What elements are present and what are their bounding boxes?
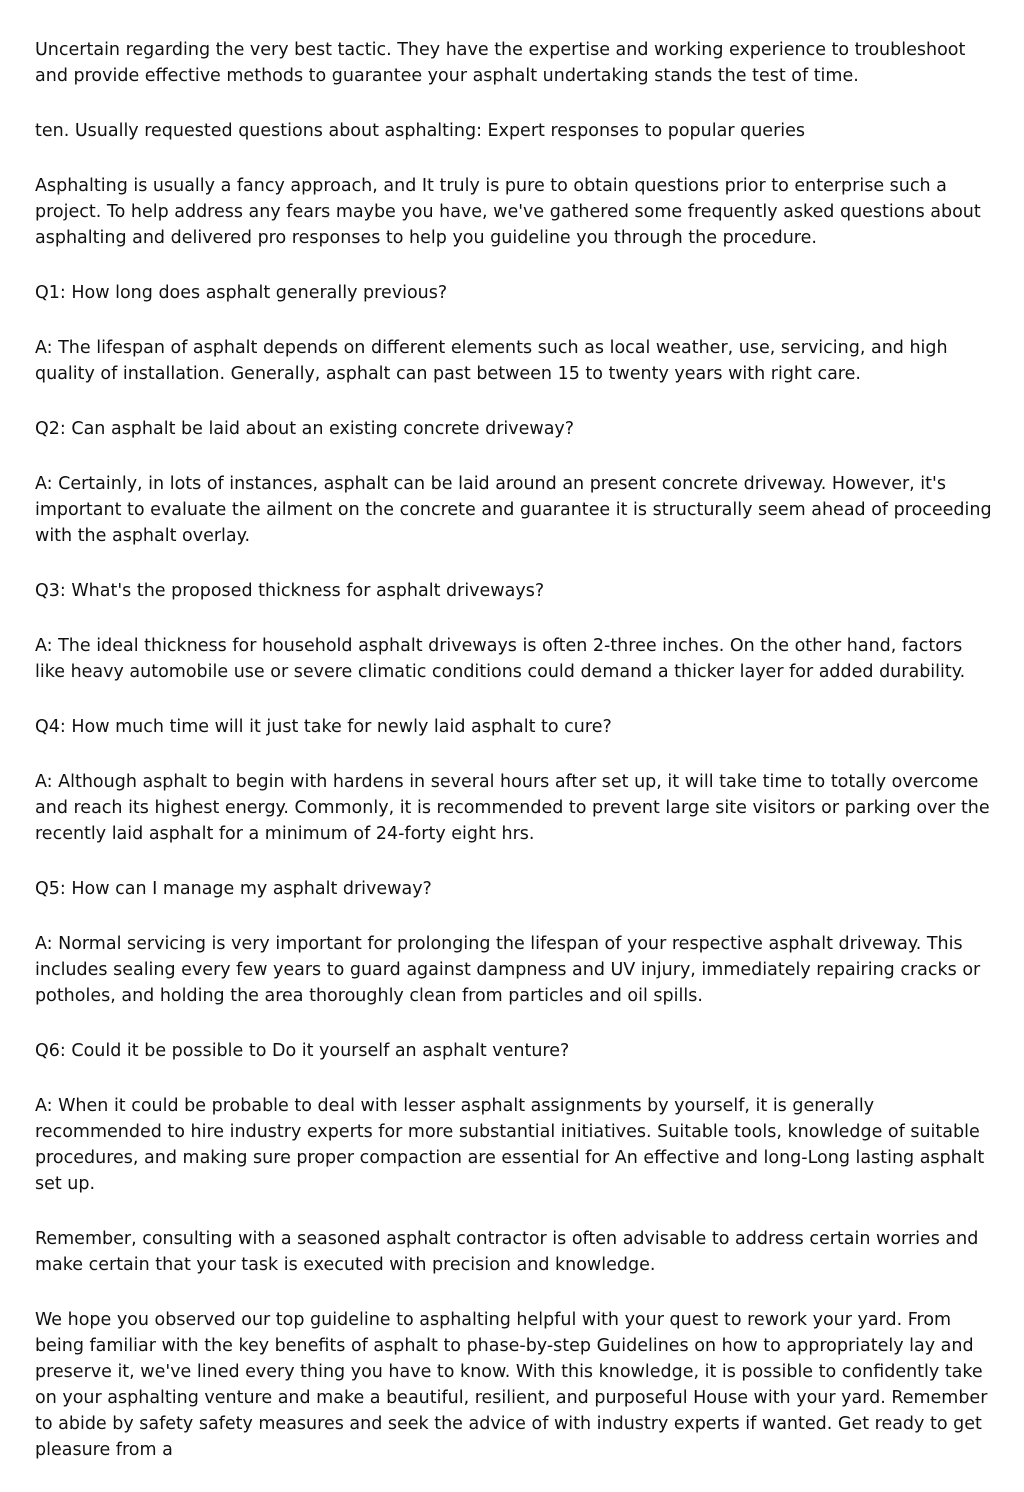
answer-3: A: The ideal thickness for household asphalt driveways is often 2-three inches. On the other hand, factors like heavy automobile use or severe climatic conditions could demand a thicker layer for added durability. [35, 636, 966, 682]
paragraph-conclusion: We hope you observed our top guideline to asphalting helpful with your quest to rework your yard. From being familiar with the key benefits of asphalt to phase-by-step Guidelines on how to appropriately lay and preserve it, we've lined every thing you have to know. With this knowledge, it is possible to confidently take on your asphalting venture and make a beautiful, resilient, and purposeful House with your yard. Remember to abide by safety safety measures and seek the advice of with industry experts if wanted. Get ready to get pleasure from a [35, 1310, 988, 1460]
answer-4: A: Although asphalt to begin with hardens in several hours after set up, it will take time to totally overcome and reach its highest energy. Commonly, it is recommended to prevent large site visitors or parking over the recently laid asphalt for a minimum of 24-forty eight hrs. [35, 772, 990, 844]
question-5: Q5: How can I manage my asphalt driveway? [35, 879, 432, 899]
answer-6: A: When it could be probable to deal with lesser asphalt assignments by yourself, it is generally recommended to hire industry experts for more substantial initiatives. Suitable tools, knowledge of suitable procedures, and making sure proper compaction are essential for An effective and long-Long lasting asphalt set up. [35, 1096, 985, 1194]
answer-5: A: Normal servicing is very important for prolonging the lifespan of your respective asphalt driveway. This includes sealing every few years to guard against dampness and UV injury, immediately repairing cracks or potholes, and holding the area thoroughly clean from particles and oil spills. [35, 934, 981, 1006]
answer-2: A: Certainly, in lots of instances, asphalt can be laid around an present concrete driveway. However, it's important to evaluate the ailment on the concrete and guarantee it is structurally seem ahead of proceeding with the asphalt overlay. [35, 474, 992, 546]
question-6: Q6: Could it be possible to Do it yourself an asphalt venture? [35, 1041, 570, 1061]
answer-1: A: The lifespan of asphalt depends on different elements such as local weather, use, servicing, and high quality of installation. Generally, asphalt can past between 15 to twenty years with right care. [35, 338, 948, 384]
paragraph-faq-intro: Asphalting is usually a fancy approach, and It truly is pure to obtain questions prior to enterprise such a project. To help address any fears maybe you have, we've gathered some frequently asked questions about asphalting and delivered pro responses to help you guideline you through the procedure. [35, 176, 981, 248]
question-4: Q4: How much time will it just take for newly laid asphalt to cure? [35, 717, 612, 737]
question-1: Q1: How long does asphalt generally previous? [35, 283, 448, 303]
paragraph-intro-continuation: Uncertain regarding the very best tactic. They have the expertise and working experience to troubleshoot and provide effective methods to guarantee your asphalt undertaking stands the test of time. [35, 40, 966, 86]
section-heading-faq: ten. Usually requested questions about asphalting: Expert responses to popular queries [35, 121, 806, 141]
document-page [35, 37, 995, 1492]
question-3: Q3: What's the proposed thickness for asphalt driveways? [35, 581, 545, 601]
question-2: Q2: Can asphalt be laid about an existing concrete driveway? [35, 419, 575, 439]
paragraph-advice: Remember, consulting with a seasoned asphalt contractor is often advisable to address certain worries and make certain that your task is executed with precision and knowledge. [35, 1229, 979, 1275]
